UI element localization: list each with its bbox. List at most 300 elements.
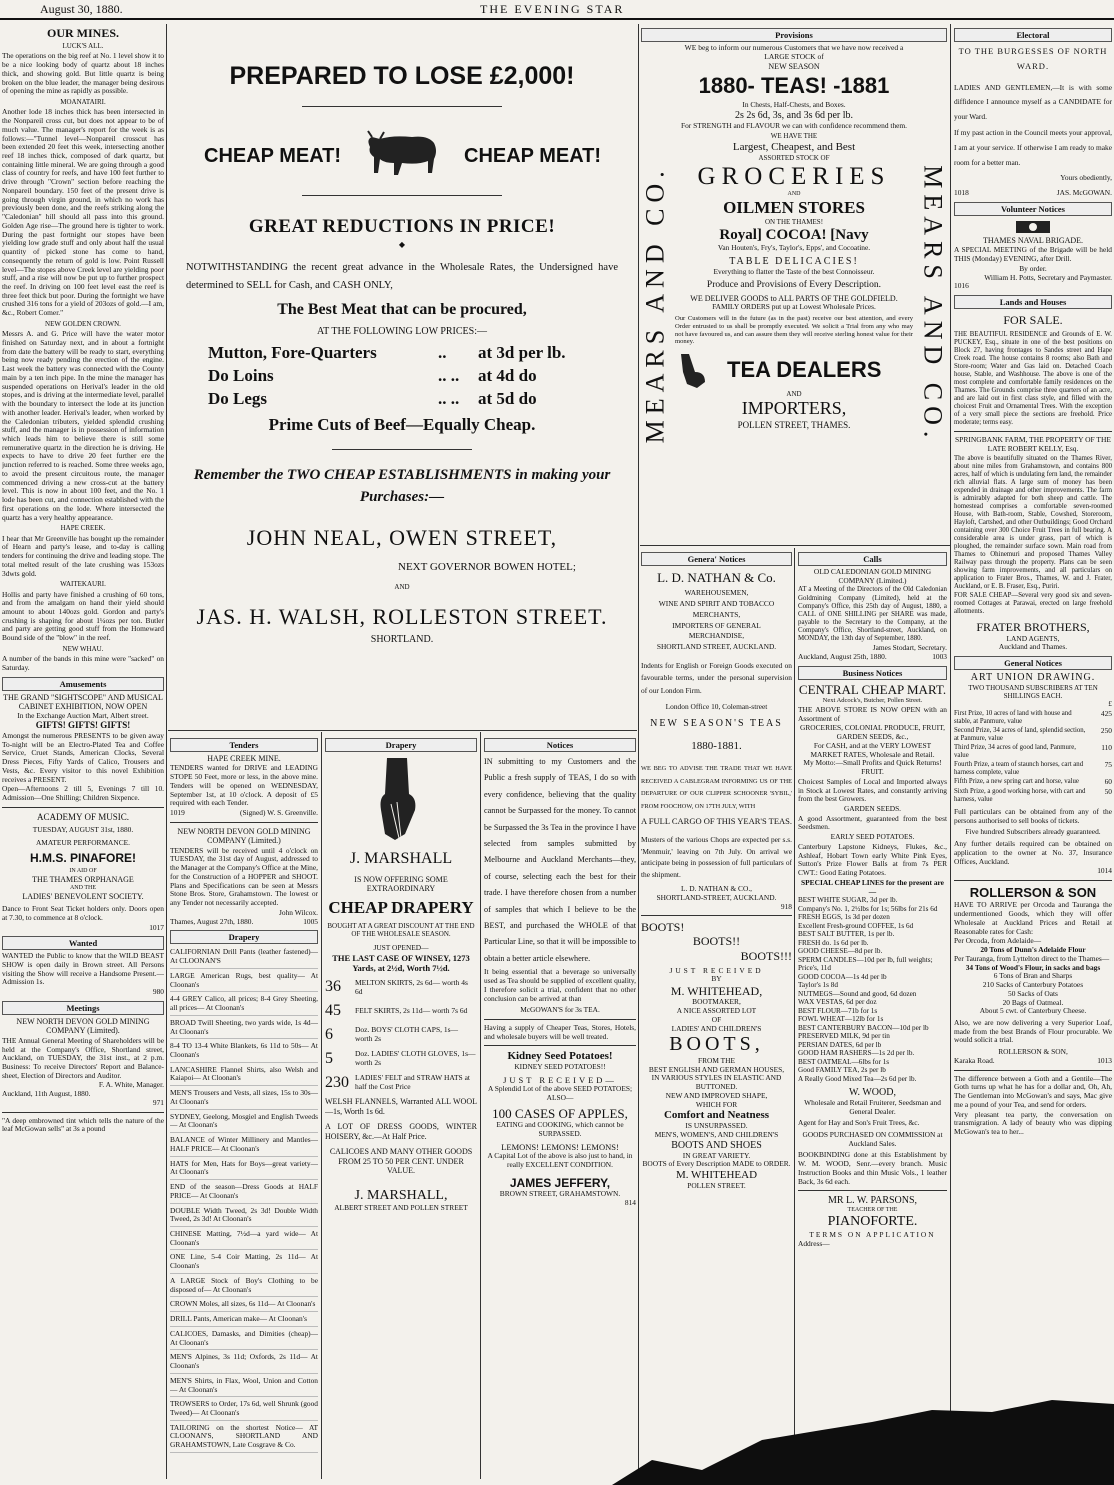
ad-headline: 1880-1881. bbox=[691, 740, 742, 753]
ad-headline: GREAT REDUCTIONS IN PRICE! bbox=[248, 215, 556, 237]
ad-text: Per Orcoda, from Adelaide— bbox=[954, 936, 1042, 946]
ad-headline: BOOTS!!! bbox=[740, 948, 792, 963]
ad-headline: GROCERIES bbox=[697, 162, 891, 190]
ad-text: "A deep embrowned tint which tells the nature of the leaf McGowan sells" at 3s a pound bbox=[2, 1115, 164, 1134]
ad-number: 1018 bbox=[954, 188, 969, 198]
ad-text: BOOTMAKER, bbox=[692, 997, 741, 1007]
ad-text: Auckland, August 25th, 1880. bbox=[798, 652, 887, 662]
cheap-lines-list bbox=[798, 896, 947, 1083]
ad-text: THE BEAUTIFUL RESIDENCE and Grounds of E. W. PUCKEY, Esq., situate in one of the best positions on Block 27, having frontages to Sandes street and Hape Creek road. The house contains 8 rooms; also Bath and Store-room; Water and Gas laid on. Detached Coach house, Stable, and Washhouse. The above is one of the most complete and comfortable family residences on the Thames. The Grounds comprise three quarters of an acre, and are laid out in first class style, and filled with the choicest Fruit and Ornamental Trees. With the exception of a very small piece the sections are freehold. Price moderate; terms easy. bbox=[954, 331, 1112, 427]
prize-list bbox=[954, 710, 1112, 804]
ad-signature: L. D. NATHAN & CO., bbox=[680, 884, 753, 894]
ad-text: WE HAVE THE bbox=[770, 132, 818, 141]
ad-text: BOOTS of Every Description MADE to ORDER. bbox=[642, 1159, 791, 1169]
cheap-line-item: GOOD COCOA—1s 4d per lb bbox=[798, 972, 887, 981]
ad-text: Next Adcock's, Butcher, Pollen Street. bbox=[822, 697, 923, 705]
marshall-line-text: FELT SKIRTS, 2s 11d— worth 7s 6d bbox=[355, 1005, 468, 1015]
ad-text: Any further details required can be obtained on application to the owner at No. 37, Insurance Offices, Auckland. bbox=[954, 839, 1112, 866]
ad-text: OF bbox=[711, 1014, 722, 1024]
ad-title: THE GRAND "SIGHTSCOPE" AND MUSICAL CABINET EXHIBITION, NOW OPEN bbox=[3, 692, 163, 712]
marshall-line bbox=[325, 1050, 477, 1069]
marshall-line bbox=[325, 1074, 477, 1093]
ad-text: ALBERT STREET AND POLLEN STREET bbox=[334, 1203, 468, 1213]
ad-text: London Office 10, Coleman-street bbox=[665, 702, 768, 712]
price-row: Do Loins .. .. at 4d do bbox=[208, 365, 537, 385]
ad-title: OLD CALEDONIAN GOLD MINING COMPANY (Limited.) bbox=[813, 567, 932, 585]
ad-title: ACADEMY OF MUSIC. bbox=[37, 811, 129, 822]
ad-text: 6 Tons of Bran and Sharps bbox=[993, 971, 1073, 981]
drapery-item: DOUBLE Width Tweed, 2s 3d! Double Width Tweed, 2s 3d! At Cloonan's bbox=[170, 1205, 318, 1227]
ad-text: SHORTLAND STREET, AUCKLAND. bbox=[656, 642, 777, 652]
ad-text: FROM THE bbox=[697, 1055, 736, 1065]
ad-headline: 100 CASES OF APPLES, bbox=[492, 1105, 628, 1121]
ad-text: JUST OPENED— bbox=[373, 943, 429, 953]
ad-headline: 1880- TEAS! -1881 bbox=[698, 73, 890, 99]
ad-text: Produce and Provisions of Every Description. bbox=[706, 279, 882, 290]
section-label: Electoral bbox=[954, 28, 1112, 42]
ad-signature: John Wilcox. bbox=[279, 907, 318, 917]
section-label: Amusements bbox=[2, 677, 164, 691]
ad-headline: J. MARSHALL bbox=[349, 850, 453, 868]
ad-text: POLLEN STREET, THAMES. bbox=[737, 419, 851, 430]
ad-headline: Remember the TWO CHEAP ESTABLISHMENTS in making your Purchases:— bbox=[193, 466, 611, 506]
ad-text: IN AID OF bbox=[69, 868, 97, 874]
ad-text: MEN'S, WOMEN'S, AND CHILDREN'S bbox=[654, 1129, 779, 1139]
ad-text: HAVE TO ARRIVE per Orcoda and Tauranga the undermentioned Goods, which they will offer Wholesale at Auckland Prices and Retail at Reasonable rates for Cash: bbox=[954, 900, 1112, 936]
drapery-item: TROWSERS to Order, 17s 6d, well Shrunk (good Tweed)— At Cloonan's bbox=[170, 1398, 318, 1420]
drapery-item: CHINESE Matting, 7½d—a yard wide— At Cloonan's bbox=[170, 1228, 318, 1250]
ad-headline: BOOTS!! bbox=[692, 934, 741, 949]
ad-text: IS UNSURPASSED. bbox=[685, 1121, 748, 1131]
ad-text: 34 Tons of Wood's Flour, in sacks and bags bbox=[965, 962, 1101, 972]
cheap-line-item: FOWL WHEAT—12lb for 1s bbox=[798, 1015, 884, 1024]
ad-text: AND bbox=[786, 390, 802, 399]
ad-text: FAMILY ORDERS put up at Lowest Wholesale Prices. bbox=[712, 302, 876, 312]
ad-text: My Motto:—Small Profits and Quick Returns! bbox=[803, 758, 942, 768]
ad-text: Amongst the numerous PRESENTS to be given away To-night will be an Electro-Plated Tea and Coffee Service, Cruet Stands, American Clocks, Several Dress Pieces, Fifty Yards of Calico, Trousers and Vests, &c. Every visitor to this novel Exhibition receives a PRESENT. bbox=[2, 730, 164, 784]
ad-text: Very pleasant tea party, the conversation on transmigration. A lady of beauty who was dipping McGowan's tea to her... bbox=[954, 1109, 1112, 1137]
article-paragraph: The operations on the big reef at No. 1 level show it to be a nice looking body of quartz about 18 inches thick, and showing gold. But little quartz is being broken on the blue leader, the manager being desirous of opening the mine as rapidly as possible. bbox=[2, 51, 164, 96]
article-paragraph: I hear that Mr Greenville has bought up the remainder of Hearn and party's lease, and to-day is calling tenders for continuing the drive and leading stope. The total melted result of the late crushing was 153ozs 3dwts gold. bbox=[2, 533, 164, 578]
ad-text: GARDEN SEEDS. bbox=[843, 804, 902, 814]
ad-text: TENDERS wanted for DRIVE and LEADING STOPE 50 Feet, more or less, in the above mine. Tenders will be opened on WEDNESDAY, September 1st, at 10 o'clock. A deposit of £5 required with each Tender. bbox=[170, 763, 318, 808]
ad-number: 918 bbox=[780, 901, 792, 911]
ad-text: Auckland, 11th August, 1880. bbox=[2, 1089, 91, 1099]
prize-value: 110 bbox=[1101, 743, 1112, 753]
price-row: Do Legs .. .. at 5d do bbox=[208, 388, 537, 408]
ad-text: KIDNEY SEED POTATOES!! bbox=[514, 1062, 606, 1072]
drapery-item: BROAD Twill Sheeting, two yards wide, 1s 4d— At Cloonan's bbox=[170, 1017, 318, 1039]
section-label: Calls bbox=[798, 552, 947, 566]
ad-text: IMPORTERS OF GENERAL bbox=[672, 620, 761, 630]
article-paragraph: Hollis and party have finished a crushing of 60 tons, and from the amalgam on hand their yield should amount to about 140ozs gold. Gordon and party's crushing is shaping for about 1¼ozs per ton. Butler and party are getting good stuff from the Homeward Bound side of the "blow" in the reef. bbox=[2, 589, 164, 643]
ad-title: THAMES NAVAL BRIGADE. bbox=[982, 235, 1084, 245]
ad-text: LEMONS! LEMONS! LEMONS! bbox=[501, 1142, 619, 1153]
ad-text: Everything to flatter the Taste of the best Connoisseur. bbox=[713, 266, 875, 276]
ad-text: In Chests, Half-Chests, and Boxes. bbox=[742, 100, 846, 110]
ad-text: Wholesale and Retail Fruiterer, Seedsman and General Dealer. bbox=[804, 1097, 941, 1116]
ad-text: LADIES AND GENTLEMEN,—It is with some diffidence I announce myself as a CANDIDATE for your Ward. bbox=[954, 82, 1112, 122]
ad-text: AT a Meeting of the Directors of the Old Caledonian Goldmining Company (Limited), held at the Company's Office, this 25th day of August, 1880, a CALL of ONE SHILLING per SHARE was made, payable to the Secretary to the Company, at the Company's Office, Shortland-street, Auckland, on MONDAY, the 13th day of September, 1880. bbox=[798, 586, 947, 643]
ad-text: 50 Sacks of Oats bbox=[1008, 988, 1058, 998]
issue-date: August 30, 1880. bbox=[40, 2, 123, 16]
torn-corner bbox=[612, 1400, 1114, 1485]
ad-text: TEACHER OF THE bbox=[847, 1207, 898, 1214]
drapery-item: END of the season—Dress Goods at HALF PRICE— At Cloonan's bbox=[170, 1181, 318, 1203]
ad-text: For STRENGTH and FLAVOUR we can with confidence recommend them. bbox=[680, 120, 908, 130]
ad-text: 210 Sacks of Canterbury Potatoes bbox=[982, 980, 1084, 990]
column-rule bbox=[638, 24, 639, 1479]
drapery-item: TAILORING on the shortest Notice— AT CLOONAN'S, SHORTLAND AND GRAHAMSTOWN, Late Cosgrave & Co. bbox=[170, 1422, 318, 1453]
ad-signature: J. MARSHALL, bbox=[354, 1187, 448, 1203]
ad-headline: JAS. H. WALSH, ROLLESTON STREET. bbox=[196, 603, 608, 629]
cheap-line-item: NUTMEGS—Sound and good, 6d dozen bbox=[798, 989, 917, 998]
ad-text: A SPECIAL MEETING of the Brigade will be held THIS (Monday) EVENING, after Drill. bbox=[954, 245, 1112, 264]
ad-text: THE LAST CASE OF WINSEY, 1273 Yards, at 2½d, Worth 7½d. bbox=[332, 953, 470, 974]
ad-title: TO THE BURGESSES OF NORTH WARD. bbox=[958, 46, 1108, 72]
ad-text: TUESDAY, AUGUST 31st, 1880. bbox=[32, 825, 134, 835]
ad-text: A good Assortment, guaranteed from the best Seedsmen. bbox=[798, 813, 947, 832]
ad-text: By order. bbox=[1019, 263, 1047, 273]
ad-text: NEXT GOVERNOR BOWEN HOTEL; bbox=[398, 560, 576, 573]
ad-text: CALICOES AND MANY OTHER GOODS FROM 25 TO 50 PER CENT. UNDER VALUE. bbox=[329, 1147, 473, 1176]
drapery-item: 4-4 GREY Calico, all prices; 8-4 Grey Sheeting, all prices— At Cloonan's bbox=[170, 993, 318, 1015]
cheap-line-item: Company's No. 1, 2½lbs for 1s; 56lbs for 21s 6d bbox=[798, 904, 938, 913]
drapery-item: LANCASHIRE Flannel Shirts, also Welsh and Kaiapoi— At Cloonan's bbox=[170, 1064, 318, 1086]
ad-text: 2s 2s 6d, 3s, and 3s 6d per lb. bbox=[734, 109, 854, 121]
ad-text: FOR SALE CHEAP—Several very good six and seven-roomed Cottages at Parawai, erected on large freehold allotments. bbox=[954, 592, 1112, 616]
ad-headline: BOOTS, bbox=[669, 1033, 764, 1056]
ad-number: 1005 bbox=[303, 916, 318, 926]
drapery-item: MEN'S Trousers and Vests, all sizes, 15s to 30s— At Cloonan's bbox=[170, 1087, 318, 1109]
ad-text: LADIES' BENEVOLENT SOCIETY. bbox=[22, 891, 144, 901]
section-label: General Notices bbox=[954, 656, 1112, 670]
ad-text: A Capital Lot of the above is also just to hand, in really EXCELLENT CONDITION. bbox=[487, 1151, 633, 1170]
ad-headline: CHEAP MEAT! bbox=[204, 144, 342, 167]
column-rule bbox=[950, 24, 951, 1479]
section-label: Lands and Houses bbox=[954, 295, 1112, 309]
ad-text: TABLE DELICACIES! bbox=[729, 256, 859, 268]
ad-headline: BOOTS AND SHOES bbox=[671, 1139, 762, 1151]
prize-row bbox=[954, 710, 1112, 726]
ad-text: TENDERS will be received until 4 o'clock on TUESDAY, the 31st day of August, addressed to the Manager at the Company's Office at the Mine, for the Construction of a HOPPER and SHOOT. Plans and Specifications can be seen at Messrs Stone Bros. Store, Grahamstown. The lowest or any Tender not necessarily accepted. bbox=[170, 845, 318, 908]
ad-headline: Comfort and Neatness bbox=[663, 1109, 770, 1122]
ad-text: Canterbury Lapstone Kidneys, Flukes, &c., Ashleaf, Hobart Town early White Pink Eyes, Sutton's Prize Flower Balls at from 7s PER CWT.: Good Eating Potatoes. bbox=[798, 841, 947, 878]
prize-description: Fifth Prize, a new spring cart and horse, value bbox=[954, 778, 1079, 786]
ad-text: Karaka Road. bbox=[954, 1055, 995, 1065]
ad-number: 1013 bbox=[1097, 1055, 1112, 1065]
subhead: NEW WHAU. bbox=[62, 644, 104, 653]
marshall-line-qty: 45 bbox=[325, 1001, 341, 1019]
ad-text: THE ABOVE STORE IS NOW OPEN with an Assortment of bbox=[798, 704, 947, 723]
ad-title: HAPE CREEK MINE. bbox=[207, 754, 281, 764]
ad-headline: L. D. NATHAN & Co. bbox=[657, 570, 776, 586]
cheap-line-item: A Really Good Mixed Tea—2s 6d per lb. bbox=[798, 1074, 917, 1083]
prize-row bbox=[954, 744, 1112, 760]
ad-text: IN VARIOUS STYLES IN ELASTIC AND BUTTONED. bbox=[651, 1073, 782, 1092]
marshall-line bbox=[325, 1002, 477, 1021]
ad-headline: CENTRAL CHEAP MART. bbox=[798, 681, 947, 697]
prize-description: First Prize, 10 acres of land with house and stable, at Panmure, value bbox=[954, 710, 1072, 726]
drapery-list bbox=[170, 946, 318, 1453]
ad-headline: OILMEN STORES bbox=[723, 198, 865, 218]
drapery-item: 8-4 TO 13-4 White Blankets, 6s 11d to 50s— At Cloonan's bbox=[170, 1040, 318, 1062]
ad-text: It being essential that a beverage so universally used as Tea should be supplied of excellent quality, I therefore solicit a trial, confident that no other conclusion can be arrived at than bbox=[484, 967, 636, 1003]
column-mines bbox=[2, 24, 164, 1479]
marshall-line-text: LADIES' FELT and STRAW HATS at half the Cost Price bbox=[355, 1073, 470, 1092]
prize-description: Sixth Prize, a good working horse, with cart and harness, value bbox=[954, 787, 1086, 803]
ad-headline: IMPORTERS, bbox=[741, 398, 847, 419]
pointing-hand-icon bbox=[675, 350, 715, 390]
ad-text: The difference between a Goth and a Gentile—The Goth turns up what he has for a dollar and, Oh, Ah, The Gentleman into McGowan's and says, Mac give me a pound of your Tea, and send for orders. bbox=[954, 1073, 1112, 1109]
column-tenders bbox=[170, 734, 318, 1479]
cheap-line-item: BEST SALT BUTTER, 1s per lb. bbox=[798, 930, 895, 939]
price-list bbox=[208, 342, 634, 411]
bull-icon bbox=[362, 129, 444, 181]
section-label: Notices bbox=[484, 738, 636, 752]
ad-headline: ROLLERSON & SON bbox=[969, 885, 1097, 901]
ad-text: BEST ENGLISH AND GERMAN HOUSES, bbox=[648, 1064, 785, 1074]
prize-row bbox=[954, 788, 1112, 804]
ad-signature: (Signed) W. S. Greenville. bbox=[239, 808, 318, 818]
ad-text: JUST RECEIVED— bbox=[503, 1075, 617, 1086]
section-label: Genera' Notices bbox=[641, 552, 792, 566]
marshall-line-qty: 6 bbox=[325, 1025, 333, 1043]
ad-text: Auckland and Thames. bbox=[998, 642, 1068, 652]
article-paragraph: Messrs A. and G. Price will have the water motor finished on Saturday next, and in about a fortnight from date the battery will be ready to start, everything being now ready pending the erection of the engine. Last week the battery was connected with the County main by a ten inch pipe. In the mine the manager has suspended operations on Herival's leader in the old stopes, and is driving at the intermediate level, parallel with the boundary to intersect the lode at its junction with another leader. Herival's leader, when worked by the Caledonian tributers, yielded splendid crushing stuff, and the manager is in possession of information which leads him to believe there is still some remunerative quartz in the direction he is driving. He expects to have to drive 20 feet further ere the junction referred to is reached. Some three weeks ago, to avoid the present circuitous route, the manager commenced driving a new cross-cut at the battery level. This is now in about 100 feet, and the No. 1 lode has been cut, and connection established with the first operations on the lode. Where intersected the quartz has a very healthy appearance. bbox=[2, 329, 164, 522]
column-rule bbox=[794, 548, 795, 1479]
cheap-line-item: Good FAMILY TEA, 2s per lb bbox=[798, 1066, 886, 1075]
ad-signature: William H. Potts, Secretary and Paymaster. bbox=[984, 272, 1112, 282]
column-business bbox=[798, 548, 947, 1479]
ad-number: 1003 bbox=[932, 652, 947, 662]
ad-title: H.M.S. PINAFORE! bbox=[29, 850, 136, 865]
ad-headline: FOR SALE. bbox=[1003, 313, 1063, 328]
cheap-line-item: BEST WHITE SUGAR, 3d per lb. bbox=[798, 896, 898, 905]
subhead: MOANATAIRI. bbox=[60, 98, 106, 107]
cheap-line-item: PERSIAN DATES, 6d per lb bbox=[798, 1040, 882, 1049]
ad-title: SPRINGBANK FARM, THE PROPERTY OF THE LATE ROBERT KELLY, Esq. bbox=[955, 435, 1111, 454]
ad-text: FRUIT. bbox=[861, 767, 884, 777]
currency-label: £ bbox=[1108, 699, 1112, 709]
marshall-line-qty: 36 bbox=[325, 978, 341, 996]
prize-value: 75 bbox=[1104, 760, 1112, 770]
ad-text: MERCHANDISE, bbox=[688, 631, 745, 641]
ad-text: The above is beautifully situated on the Thames River, about nine miles from Grahamstown, and contains 800 acres, half of which is undulating fern land, the remainder rich alluvial flats. A large sum of money has been expended in drainage and other improvements. The farm is admirably adapted for both sheep and cattle. The homestead comprises a comfortable seven-roomed House, with Bath-room, Stable, Cowshed, Storeroom, Hayloft, Cartshed, and other Outbuildings; Good Orchard containing over 300 Choice Fruit Trees in full bearing. A considerable area is under grass, part of which is ploughed, the remainder surface sown. Main road from Thames to Ohinemuri and proposed Thames Valley Railway pass through the property. Plans can be seen showing farm improvements, and all particulars on application to Frater Bros., Thames, W. and J. Frater, Auckland, or E. B. Fraser, Esq., Puriri. bbox=[954, 455, 1112, 591]
ad-text: WE beg to inform our numerous Customers that we have now received a LARGE STOCK of bbox=[684, 43, 904, 61]
prize-row bbox=[954, 778, 1112, 787]
prize-row bbox=[954, 727, 1112, 743]
ad-text: Open—Afternoons 2 till 5, Evenings 7 till 10. Admission—One Shilling; Children Sixpence. bbox=[2, 784, 164, 803]
divider-ornament: ◆ bbox=[398, 239, 406, 249]
ad-headline: ART UNION DRAWING. bbox=[970, 672, 1096, 684]
ad-headline: CHEAP DRAPERY bbox=[328, 897, 474, 917]
ad-text: AMATEUR PERFORMANCE. bbox=[35, 838, 131, 848]
marshall-line-qty: 230 bbox=[325, 1073, 349, 1091]
cheap-line-item: BEST OATMEAL—6lbs for 1s bbox=[798, 1057, 890, 1066]
ad-title: NEW NORTH DEVON GOLD MINING COMPANY (Limited). bbox=[16, 1016, 150, 1036]
ad-text: AND bbox=[787, 191, 801, 198]
ad-text: WELSH FLANNELS, Warranted ALL WOOL—1s, Worth 1s 6d. bbox=[325, 1097, 477, 1116]
ad-headline: CHEAP MEAT! bbox=[464, 144, 602, 167]
meat-advert bbox=[170, 24, 634, 724]
ad-text: BROWN STREET, GRAHAMSTOWN. bbox=[499, 1189, 621, 1199]
drapery-item: BALANCE of Winter Millinery and Mantles— HALF PRICE— At Cloonan's bbox=[170, 1134, 318, 1156]
ad-text: AND THE bbox=[69, 884, 97, 891]
ad-text: BOOKBINDING done at this Establishment by W. M. WOOD, Senr.—every branch. Music Instruction Books and thin Music Vols., 1 leather Back, 3s 6d each. bbox=[798, 1150, 947, 1186]
ad-text: Address— bbox=[798, 1238, 830, 1248]
ad-title: NEW NORTH DEVON GOLD MINING COMPANY (Limited.) bbox=[177, 826, 311, 846]
column-rule bbox=[166, 24, 167, 1479]
ad-text: IS NOW OFFERING SOME EXTRAORDINARY bbox=[354, 874, 448, 894]
drapery-item: CALICOES, Damasks, and Dimities (cheap)— At Cloonan's bbox=[170, 1328, 318, 1350]
ad-text: Dance to Front Seat Ticket holders only. Doors open at 7.30, to commence at 8 o'clock. bbox=[2, 904, 164, 922]
ad-text: NOTWITHSTANDING the recent great advance in the Wholesale Rates, the Undersigned have determined to SELL for Cash, and CASH ONLY, bbox=[186, 262, 618, 292]
ad-text: TWO THOUSAND SUBSCRIBERS AT TEN SHILLINGS EACH. bbox=[968, 683, 1098, 701]
section-label: Drapery bbox=[325, 738, 477, 752]
ad-text: IN GREAT VARIETY. bbox=[682, 1150, 751, 1160]
section-label: Business Notices bbox=[798, 666, 947, 680]
ad-text: WAREHOUSEMEN, bbox=[684, 588, 749, 598]
column-rule bbox=[480, 732, 481, 1479]
drapery-item: CROWN Moles, all sizes, 6s 11d— At Cloonan's bbox=[170, 1298, 318, 1312]
ad-headline: PREPARED TO LOSE £2,000! bbox=[229, 62, 575, 90]
ad-text: About 5 cwt. of Canterbury Cheese. bbox=[979, 1006, 1087, 1016]
prize-description: Fourth Prize, a team of staunch horses, cart and harness complete, value bbox=[954, 761, 1084, 777]
ad-text: NEW AND IMPROVED SHAPE, bbox=[665, 1090, 768, 1100]
ad-signature: ROLLERSON & SON, bbox=[998, 1047, 1068, 1057]
column-provisions bbox=[641, 24, 947, 564]
ad-text: AND bbox=[394, 583, 410, 592]
section-label: Wanted bbox=[2, 936, 164, 950]
ad-text: EATING and COOKING, which cannot be SURPASSED. bbox=[496, 1119, 624, 1138]
ad-text: IN submitting to my Customers and the Public a fresh supply of TEAS, I do so with every confidence, believing that the quality cannot be Surpassed for the money. To cannot be Surpassed the 3s Tea in the province I have selected from samples submitted by Melbourne and Auckland Merchants—they, of course, selecting each the best for their trade. I have therefore chosen from a number of samples that which I believe to be the BEST, and purchased the WHOLE of that Particular Line, so that it will be impossible to obtain a better article elsewhere. bbox=[484, 757, 636, 963]
ad-text: WE DELIVER GOODS to ALL PARTS OF THE GOLDFIELD. bbox=[690, 293, 898, 303]
ad-number: 1014 bbox=[1097, 866, 1112, 876]
ad-headline: Kidney Seed Potatoes! bbox=[507, 1050, 613, 1063]
ad-headline: TEA DEALERS bbox=[727, 357, 882, 383]
prize-value: 50 bbox=[1104, 786, 1112, 796]
ad-text: A FULL CARGO OF THIS YEAR'S TEAS. bbox=[641, 816, 792, 827]
ad-headline: BOOTS! bbox=[641, 920, 685, 935]
ad-text: ASSORTED STOCK OF bbox=[758, 153, 830, 162]
section-label: Meetings bbox=[2, 1001, 164, 1015]
ad-text: Full particulars can be obtained from any of the persons authorised to sell books of tickets. bbox=[954, 807, 1112, 825]
ad-signature: W. WOOD, bbox=[849, 1087, 896, 1099]
ad-text: Five hundred Subscribers already guaranteed. bbox=[965, 827, 1101, 837]
column-genera-notices bbox=[641, 548, 792, 1479]
ad-text: Choicest Samples of Local and Imported always in Stock at Lowest Rates, and constantly arriving from the best Growers. bbox=[798, 776, 947, 804]
prize-row bbox=[954, 761, 1112, 777]
cheap-line-item: Taylor's 1s 8d bbox=[798, 981, 838, 990]
article-paragraph: A number of the bands in this mine were "sacked" on Saturday. bbox=[2, 654, 164, 672]
ad-text: A NICE ASSORTED LOT bbox=[676, 1006, 757, 1016]
price-row: Mutton, Fore-Quarters .. at 3d per lb. bbox=[208, 342, 566, 362]
drapery-item: LARGE American Rugs, best quality— At Cloonan's bbox=[170, 970, 318, 992]
marshall-lines bbox=[325, 978, 477, 1092]
marshall-line bbox=[325, 978, 477, 997]
subhead: NEW GOLDEN CROWN. bbox=[45, 319, 121, 328]
ad-text: Agent for Hay and Son's Fruit Trees, &c. bbox=[798, 1118, 920, 1128]
side-banner: MEARS AND CO. bbox=[641, 164, 670, 444]
subhead: LUCK'S ALL. bbox=[62, 42, 104, 51]
ad-text: Largest, Cheapest, and Best bbox=[732, 140, 856, 153]
prize-value: 60 bbox=[1104, 777, 1112, 787]
masthead bbox=[0, 0, 1114, 20]
drapery-item: CALIFORNIAN Drill Pants (leather fastened)— At CLOONAN'S bbox=[170, 946, 318, 968]
ad-text: WINE AND SPIRIT AND TOBACCO bbox=[658, 599, 775, 609]
ad-headline: FRATER BROTHERS, bbox=[976, 620, 1090, 635]
cheap-line-item: PRESERVED MILK, 9d per tin bbox=[798, 1032, 890, 1041]
pointing-hand-icon bbox=[325, 754, 475, 844]
ad-text: Musters of the various Chops are expected per s.s. 'Menmuir,' leaving on 7th July. On arrival we anticipate being in possession of full particulars of the shipment. bbox=[641, 834, 792, 880]
prize-value: 425 bbox=[1100, 709, 1112, 719]
ad-text: Yours obediently, bbox=[1060, 173, 1112, 183]
ad-number: 980 bbox=[152, 987, 164, 997]
drapery-item: DRILL Pants, American make— At Cloonan's bbox=[170, 1313, 318, 1327]
section-label: Drapery bbox=[170, 930, 318, 944]
paper-title: THE EVENING STAR bbox=[480, 2, 625, 16]
ad-number: 1016 bbox=[954, 281, 969, 291]
ad-text: WHICH FOR bbox=[695, 1099, 738, 1109]
marshall-line bbox=[325, 1026, 477, 1045]
ad-text: MERCHANTS, bbox=[692, 609, 741, 619]
ad-text: EARLY SEED POTATOES. bbox=[830, 832, 915, 842]
ad-text: TERMS ON APPLICATION bbox=[809, 1229, 936, 1239]
ad-text: A Splendid Lot of the above SEED POTATOES; ALSO— bbox=[488, 1084, 632, 1102]
drapery-item: ONE Line, 5-4 Coir Matting, 2s 11d— At Cloonan's bbox=[170, 1251, 318, 1273]
marshall-line-text: Doz. BOYS' CLOTH CAPS, 1s— worth 2s bbox=[355, 1025, 459, 1044]
drapery-item: MEN'S Alpines, 3s 11d; Oxfords, 2s 11d— At Cloonan's bbox=[170, 1351, 318, 1373]
ad-text: Thames, August 27th, 1880. bbox=[170, 916, 254, 926]
ad-text: SHORTLAND-STREET, AUCKLAND. bbox=[656, 892, 777, 902]
prize-value: 250 bbox=[1100, 726, 1112, 736]
ad-text: LAND AGENTS, bbox=[1006, 633, 1060, 643]
ad-headline: PIANOFORTE. bbox=[827, 1214, 918, 1230]
ad-text: McGOWAN'S for 3s TEA. bbox=[520, 1005, 600, 1015]
cheap-line-item: FRESH EGGS, 1s 3d per dozen bbox=[798, 913, 890, 922]
ad-text: For CASH, and at the VERY LOWEST MARKET RATES, Wholesale and Retail. bbox=[810, 740, 935, 759]
subhead: WAITEKAURI. bbox=[60, 580, 106, 589]
ad-text: 20 Bags of Oatmeal. bbox=[1002, 997, 1064, 1007]
column-electoral bbox=[954, 24, 1112, 1479]
ad-headline: M. WHITEHEAD, bbox=[670, 984, 763, 999]
cheap-line-item: GOOD HAM RASHERS—1s 2d per lb. bbox=[798, 1049, 915, 1058]
ad-text: NEW SEASON bbox=[768, 61, 820, 71]
ad-title: GIFTS! GIFTS! GIFTS! bbox=[35, 720, 131, 731]
column-notices bbox=[484, 734, 636, 1479]
ad-headline: Prime Cuts of Beef—Equally Cheap. bbox=[268, 414, 536, 434]
ad-number: 1017 bbox=[149, 922, 164, 932]
ad-headline: Royal] COCOA! [Navy bbox=[719, 226, 869, 243]
ad-text: GROCERIES, COLONIAL PRODUCE, FRUIT, GARDEN SEEDS, &c., bbox=[800, 723, 945, 742]
ad-text: POLLEN STREET. bbox=[687, 1180, 746, 1190]
marshall-line-text: MELTON SKIRTS, 2s 6d— worth 4s 6d bbox=[355, 977, 468, 996]
section-label: Provisions bbox=[641, 28, 947, 42]
drapery-item: HATS for Men, Hats for Boys—great variety— At Cloonan's bbox=[170, 1158, 318, 1180]
article-paragraph: Another lode 18 inches thick has been intersected in the Nonpareil cross cut, but does not appear to be of much value. The manager's report for the week is as follows:—"Tunnel level—Nonpareil crosscut has been extended 20 feet this week, intersecting another reef 18 inches thick, composed of dark quartz, but containing little mineral. We are going through a good class of country for reefs, and have 100 feet further to drive through "Crown" section before reaching the Nonpareil boundary. 150 feet of the present drive is going through virgin ground, in which no work has previously been done, and the reefs striking along the "Caledonian" hill should all pass into this ground. Golden Age rise—The ground here is tighter to work. During the past fortnight our stopes have been yielding low grade stuff and only about half the usual quantity of picked stone has come to hand, consequently the return of gold is low. Point Russell level—The stopes above Creek level are yielding poor stuff, and a rise will now be put up to further prospect the reef. In driving on 100 feet level east the reef is three feet thick but poor. During the fortnight we have crushed 316 tons for a yield of 203ozs of gold.—I am, &c., Robert Comer." bbox=[2, 107, 164, 318]
ad-text: In the Exchange Auction Mart, Albert street. bbox=[17, 710, 149, 720]
ad-text: AT THE FOLLOWING LOW PRICES:— bbox=[317, 325, 487, 337]
marshall-line-text: Doz. LADIES' CLOTH GLOVES, 1s— worth 2s bbox=[355, 1049, 476, 1068]
ad-text: 20 Tons of Dunn's Adelaide Flour bbox=[980, 945, 1086, 955]
ad-text: Our Customers will in the future (as in the past) receive our best attention, and every Order entrusted to us shall be promptly executed. We solicit a Trial from any who may not have favoured us, and can assure them they will receive sterling honest value for their money. bbox=[675, 315, 913, 346]
ad-text: WANTED the Public to know that the WILD BEAST SHOW is open daily in Brown street. All Persons visiting the Show will receive a Handsome Present.—Admission 1s. bbox=[2, 951, 164, 987]
column-rule bbox=[321, 732, 322, 1479]
cheap-line-item: Excellent Fresh-ground COFFEE, 1s 6d bbox=[798, 921, 914, 930]
ad-text: BOUGHT AT A GREAT DISCOUNT AT THE END OF THE WHOLESALE SEASON. bbox=[327, 921, 475, 939]
cheap-line-item: GOOD CHEESE—8d per lb. bbox=[798, 947, 883, 956]
